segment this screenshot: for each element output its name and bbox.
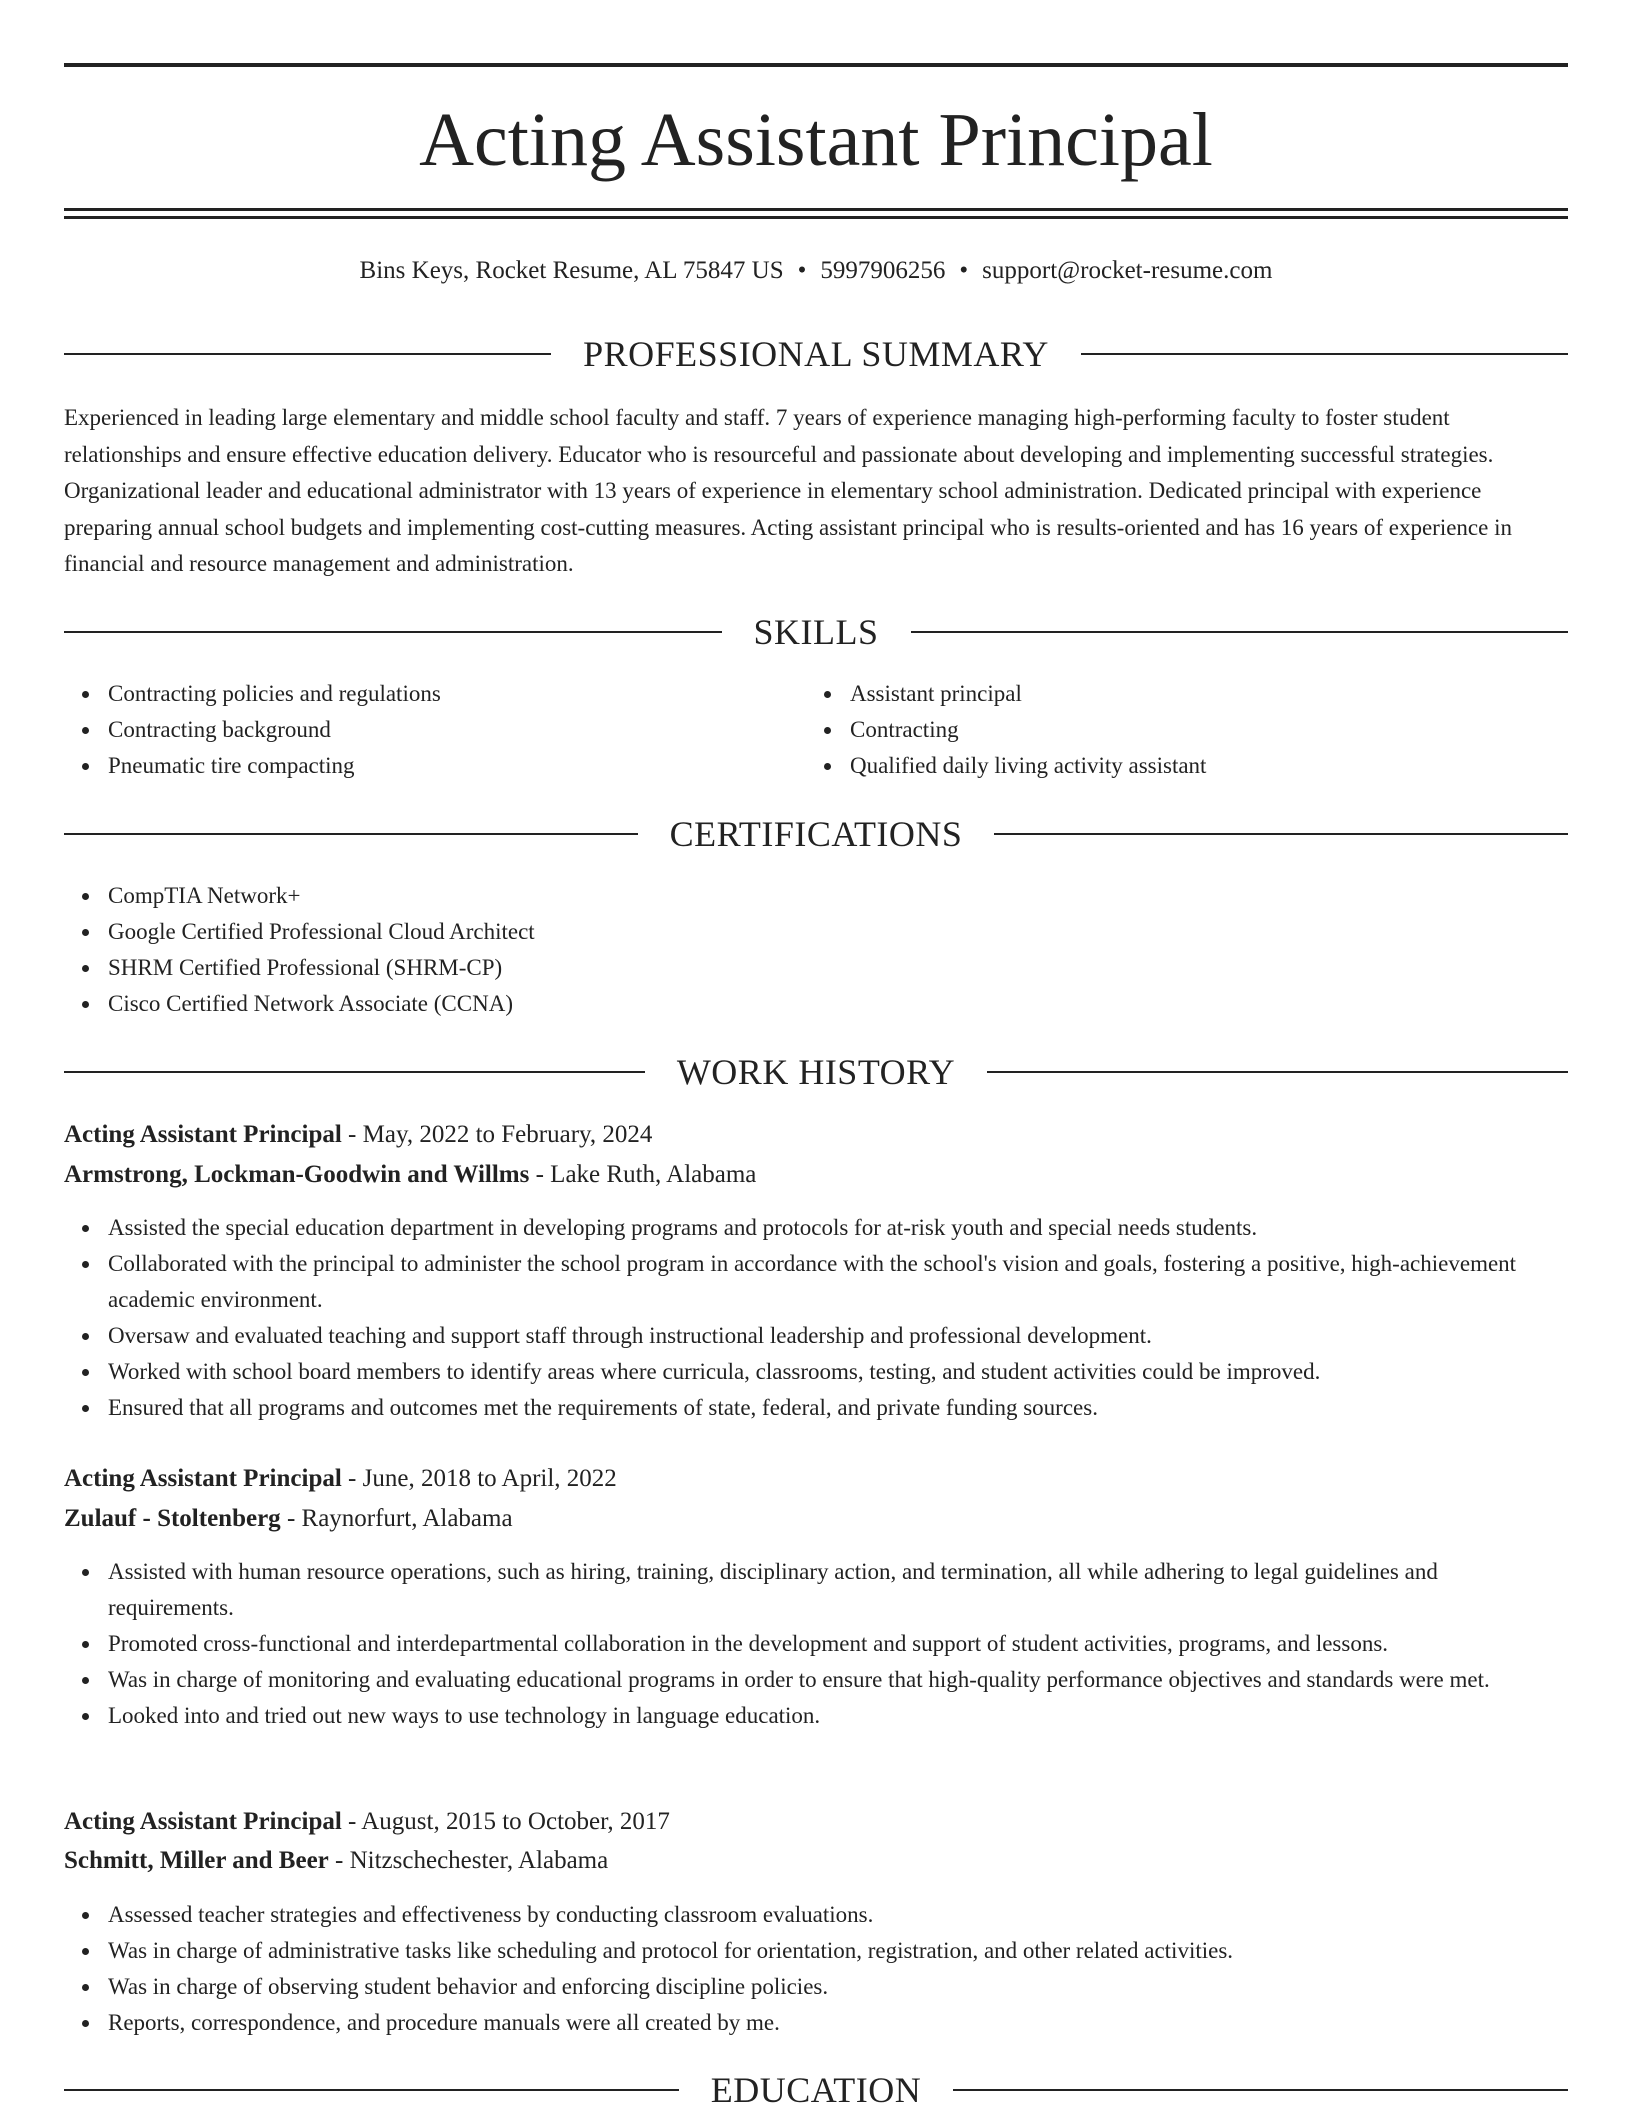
section-heading: EDUCATION <box>710 2070 922 2110</box>
job-location: - Nitzschechester, Alabama <box>328 1847 609 1874</box>
job-dates: - May, 2022 to February, 2024 <box>341 1121 653 1148</box>
divider-line <box>1081 353 1568 355</box>
skills-list-right <box>806 676 1550 784</box>
divider-line <box>64 1071 645 1073</box>
section-heading: PROFESSIONAL SUMMARY <box>583 334 1049 374</box>
contact-email: support@rocket-resume.com <box>982 257 1273 284</box>
summary-text: Experienced in leading large elementary and middle school faculty and staff. 7 years of experience managing high-performing faculty to foster student relationships and ensure effective education delivery. Educator who is resourceful and passionate about developing and implementing successful strategies. Organizational leader and educational administrator with 13 years of experience in elementary school administration. Dedicated principal with experience preparing annual school budgets and implementing cost-cutting measures. Acting assistant principal who is results-oriented and has 16 years of experience in financial and resource management and administration. <box>64 405 1512 576</box>
list-item: Pneumatic tire compacting <box>108 748 808 784</box>
job-company: Zulauf - Stoltenberg <box>64 1505 281 1532</box>
section-header-education <box>64 2068 1568 2112</box>
skills-list-left <box>64 676 808 784</box>
title-bottom-rule-1 <box>64 208 1568 211</box>
list-item: Reports, correspondence, and procedure manuals were all created by me. <box>108 2005 1568 2041</box>
list-item: SHRM Certified Professional (SHRM-CP) <box>108 950 1568 986</box>
list-item: Looked into and tried out new ways to use technology in language education. <box>108 1698 1568 1734</box>
job-company-line <box>64 1843 1568 1879</box>
job-bullets <box>64 1210 1568 1426</box>
job-company: Schmitt, Miller and Beer <box>64 1847 329 1874</box>
job-title-line <box>64 1117 1568 1153</box>
section-header-summary <box>64 332 1568 376</box>
divider-line <box>64 353 551 355</box>
divider-line <box>911 631 1569 633</box>
job-dates: - June, 2018 to April, 2022 <box>341 1465 617 1492</box>
list-item: Qualified daily living activity assistant <box>850 748 1550 784</box>
job-title: Acting Assistant Principal <box>64 1121 342 1148</box>
list-item: Assessed teacher strategies and effectiveness by conducting classroom evaluations. <box>108 1897 1568 1933</box>
list-item: Contracting <box>850 712 1550 748</box>
job-dates: - August, 2015 to October, 2017 <box>341 1808 670 1835</box>
list-item: Ensured that all programs and outcomes met the requirements of state, federal, and private funding sources. <box>108 1390 1568 1426</box>
list-item: Assistant principal <box>850 676 1550 712</box>
divider-line <box>994 833 1568 835</box>
job-title: Acting Assistant Principal <box>64 1808 342 1835</box>
contact-separator: • <box>797 257 807 284</box>
contact-phone: 5997906256 <box>820 257 946 284</box>
section-header-skills <box>64 610 1568 654</box>
job-title: Acting Assistant Principal <box>64 1465 342 1492</box>
list-item: Was in charge of monitoring and evaluating educational programs in order to ensure that high-quality performance objectives and standards were met. <box>108 1662 1568 1698</box>
section-header-certifications <box>64 812 1568 856</box>
certifications-list <box>64 878 1568 1022</box>
list-item: Oversaw and evaluated teaching and support staff through instructional leadership and professional development. <box>108 1318 1568 1354</box>
job-title-line <box>64 1804 1568 1840</box>
list-item: Promoted cross-functional and interdepartmental collaboration in the development and support of student activities, programs, and lessons. <box>108 1626 1568 1662</box>
list-item: CompTIA Network+ <box>108 878 1568 914</box>
section-heading: CERTIFICATIONS <box>669 814 963 854</box>
list-item: Contracting background <box>108 712 808 748</box>
list-item: Google Certified Professional Cloud Architect <box>108 914 1568 950</box>
divider-line <box>64 2089 679 2091</box>
job-company: Armstrong, Lockman-Goodwin and Willms <box>64 1161 530 1188</box>
divider-line <box>64 631 722 633</box>
contact-separator: • <box>959 257 969 284</box>
job-location: - Lake Ruth, Alabama <box>529 1161 757 1188</box>
section-heading: SKILLS <box>753 612 879 652</box>
divider-line <box>953 2089 1568 2091</box>
title-top-rule <box>64 63 1568 67</box>
list-item: Was in charge of administrative tasks like scheduling and protocol for orientation, registration, and other related activities. <box>108 1933 1568 1969</box>
list-item: Assisted the special education department in developing programs and protocols for at-risk youth and special needs students. <box>108 1210 1568 1246</box>
contact-address: Bins Keys, Rocket Resume, AL 75847 US <box>359 257 784 284</box>
title-bottom-rule-2 <box>64 216 1568 219</box>
list-item: Worked with school board members to identify areas where curricula, classrooms, testing, and student activities could be improved. <box>108 1354 1568 1390</box>
list-item: Was in charge of observing student behavior and enforcing discipline policies. <box>108 1969 1568 2005</box>
job-bullets <box>64 1897 1568 2041</box>
resume-title: Acting Assistant Principal <box>419 98 1213 182</box>
section-header-work-history <box>64 1050 1568 1094</box>
divider-line <box>987 1071 1568 1073</box>
job-bullets <box>64 1554 1568 1734</box>
job-location: - Raynorfurt, Alabama <box>280 1505 513 1532</box>
divider-line <box>64 833 638 835</box>
job-company-line <box>64 1501 1568 1537</box>
list-item: Cisco Certified Network Associate (CCNA) <box>108 986 1568 1022</box>
list-item: Collaborated with the principal to administer the school program in accordance with the school's vision and goals, fostering a positive, high-achievement academic environment. <box>108 1246 1568 1318</box>
job-title-line <box>64 1461 1568 1497</box>
list-item: Assisted with human resource operations, such as hiring, training, disciplinary action, and termination, all while adhering to legal guidelines and requirements. <box>108 1554 1568 1626</box>
list-item: Contracting policies and regulations <box>108 676 808 712</box>
contact-line <box>64 254 1568 288</box>
job-company-line <box>64 1157 1568 1193</box>
section-heading: WORK HISTORY <box>676 1052 956 1092</box>
